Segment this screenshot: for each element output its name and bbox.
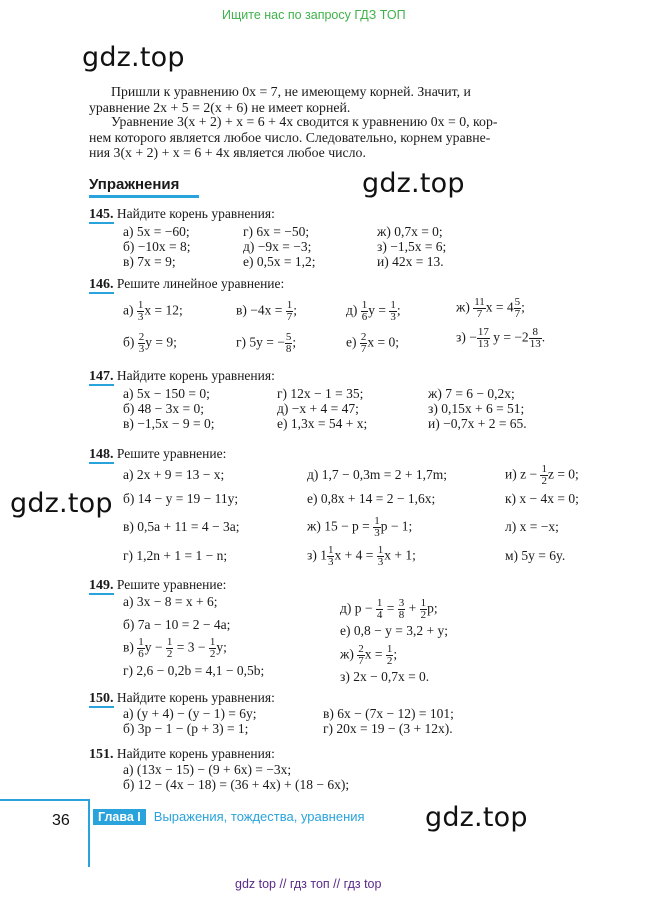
footer-vertical-rule — [88, 799, 90, 867]
chapter-tag: Глава I Выражения, тождества, уравнения — [93, 808, 365, 826]
watermark: gdz.top — [362, 168, 465, 199]
watermark: gdz.top — [10, 488, 113, 519]
section-title: Упражнения — [89, 176, 180, 193]
watermark: gdz.top — [425, 802, 528, 833]
footer-rule — [0, 799, 89, 801]
section-underline — [89, 195, 199, 198]
bottom-banner: gdz top // гдз топ // гдз top — [235, 877, 382, 891]
top-banner: Ищите нас по запросу ГДЗ ТОП — [222, 8, 406, 22]
page-number: 36 — [52, 812, 70, 829]
watermark: gdz.top — [82, 42, 185, 73]
